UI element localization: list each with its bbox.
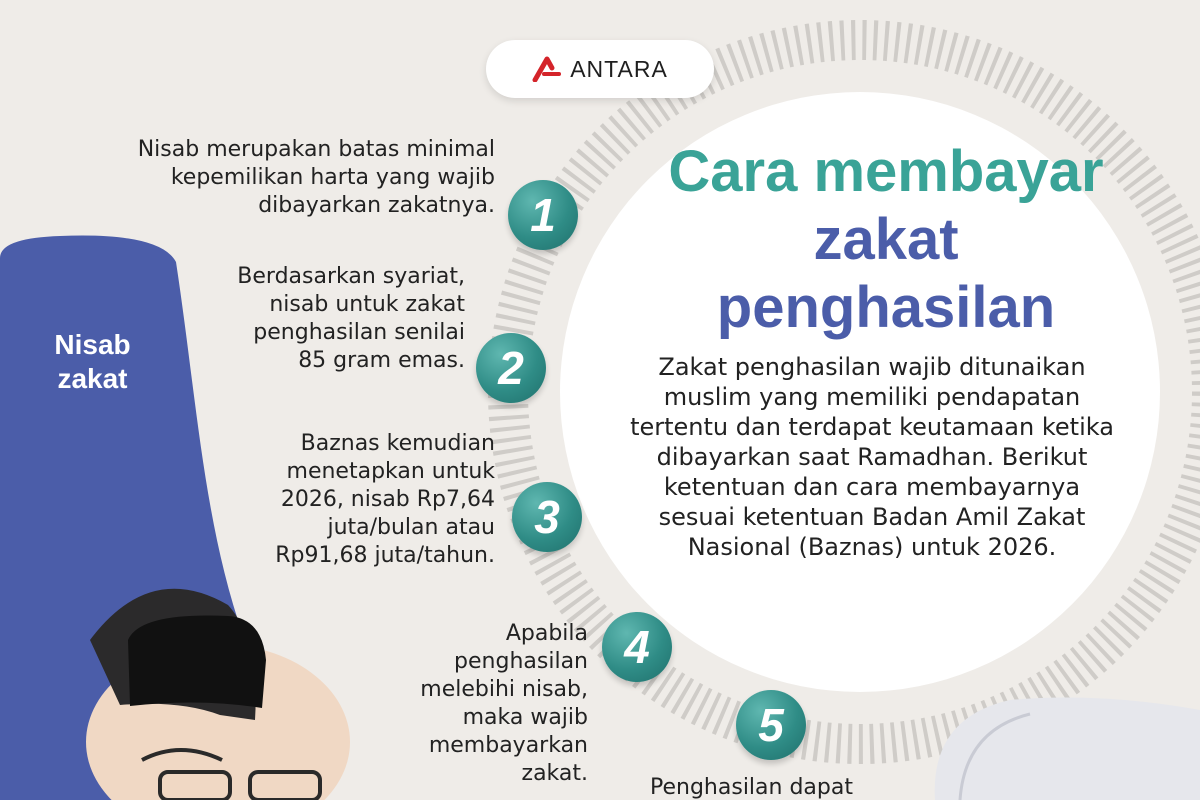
step-4-text: Apabila penghasilan melebihi nisab, maka wajib membayarkan zakat.: [420, 621, 588, 786]
step-4-badge: [602, 612, 672, 682]
intro-paragraph: Zakat penghasilan wajib ditunaikan muslim yang memiliki pendapatan tertentu dan terdapat keutamaan ketika dibayarkan saat Ramadhan. Berikut ketentuan dan cara membayarnya sesuai ketentuan Badan Amil Zakat Nasional (Baznas) untuk 2026.: [630, 353, 1114, 561]
step-5-badge: [736, 690, 806, 760]
antara-logo-icon: [532, 56, 562, 82]
title-line-1: Cara membayar: [668, 139, 1104, 204]
page-title: [632, 138, 1140, 342]
step-2-text: Berdasarkan syariat, nisab untuk zakat penghasilan senilai 85 gram emas.: [237, 264, 465, 373]
step-5-number: 5: [758, 699, 784, 751]
antara-logo: [486, 40, 714, 98]
title-line-2: zakat: [813, 207, 959, 272]
step-3-badge: [512, 482, 582, 552]
step-5-text: Penghasilan dapat: [650, 775, 853, 800]
step-1-badge: [508, 180, 578, 250]
man-illustration: [86, 589, 350, 800]
step-2-number: 2: [498, 342, 524, 394]
section-label: Nisab zakat: [54, 329, 131, 394]
antara-logo-text: ANTARA: [570, 55, 668, 82]
step-1-text: Nisab merupakan batas minimal kepemilikan harta yang wajib dibayarkan zakatnya.: [137, 137, 495, 218]
step-3-text: Baznas kemudian menetapkan untuk 2026, nisab Rp7,64 juta/bulan atau Rp91,68 juta/tahun.: [275, 431, 495, 568]
step-1-number: 1: [530, 189, 556, 241]
step-2-badge: [476, 333, 546, 403]
step-4-number: 4: [624, 621, 650, 673]
title-line-3: penghasilan: [716, 275, 1056, 340]
step-3-number: 3: [534, 491, 560, 543]
